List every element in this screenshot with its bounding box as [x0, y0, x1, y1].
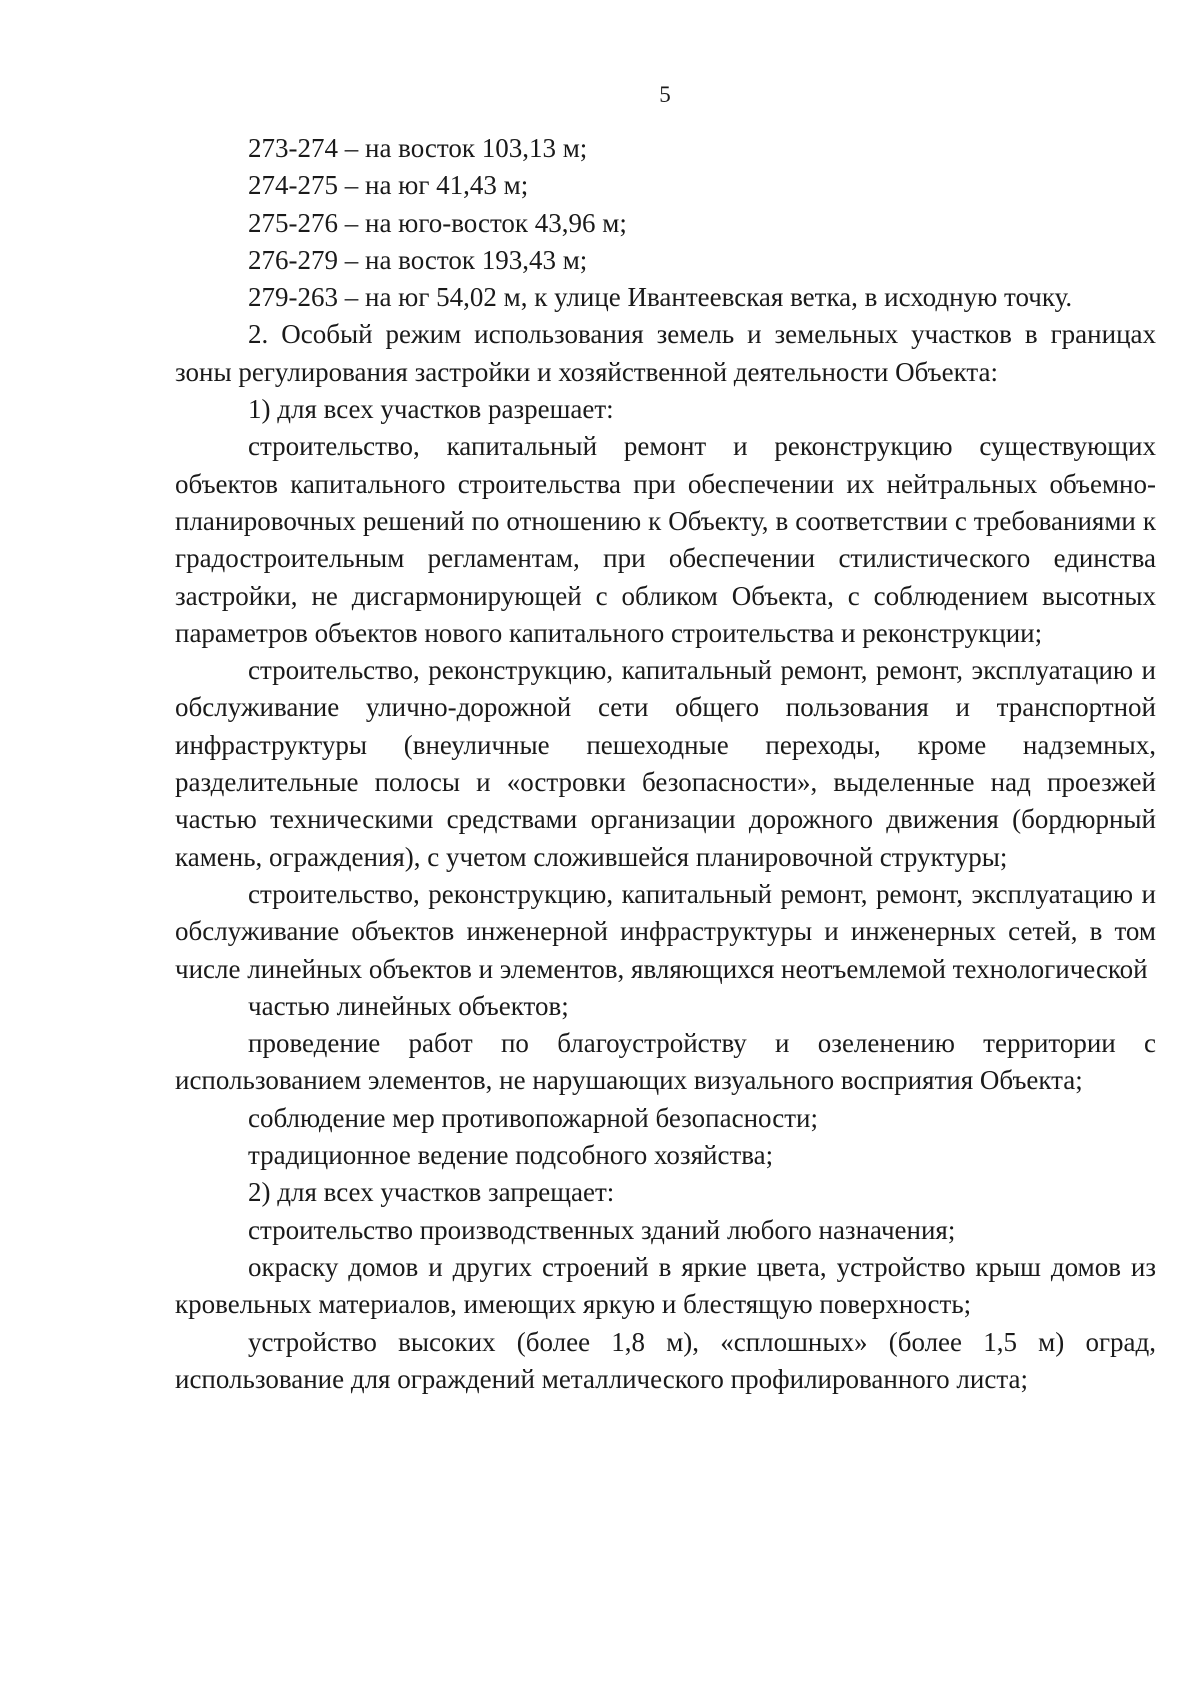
section-heading: 2. Особый режим использования земель и земельных участков в границах зоны регулирования застройки и хозяйственной деятельности Объекта:	[175, 319, 1156, 387]
boundary-line: 279-263 – на юг 54,02 м, к улице Ивантеевская ветка, в исходную точку.	[248, 282, 1073, 313]
boundary-line: 276-279 – на восток 193,43 м;	[248, 244, 588, 275]
document-body	[175, 130, 1156, 1398]
prohibited-heading: 2) для всех участков запрещает:	[248, 1177, 615, 1208]
allowed-item: соблюдение мер противопожарной безопасности;	[248, 1102, 818, 1133]
allowed-heading: 1) для всех участков разрешает:	[248, 394, 614, 425]
boundary-line: 273-274 – на восток 103,13 м;	[248, 133, 588, 163]
boundary-line: 275-276 – на юго-восток 43,96 м;	[248, 207, 627, 238]
allowed-item: строительство, реконструкцию, капитальный ремонт, ремонт, эксплуатацию и обслуживание объектов инженерной инфраструктуры и инженерных сетей, в том числе линейных объектов и элементов, являющихся неотъемлемой технологической	[175, 878, 1156, 984]
prohibited-item: строительство производственных зданий любого назначения;	[248, 1214, 956, 1245]
prohibited-item: окраску домов и других строений в яркие цвета, устройство крыш домов из кровельных материалов, имеющих яркую и блестящую поверхность;	[175, 1251, 1156, 1320]
page-number: 5	[659, 82, 671, 107]
boundary-line: 274-275 – на юг 41,43 м;	[248, 170, 529, 201]
allowed-item: проведение работ по благоустройству и озеленению территории с использованием элементов, не нарушающих визуального восприятия Объекта;	[175, 1028, 1156, 1096]
allowed-item: строительство, капитальный ремонт и реконструкцию существующих объектов капитального строительства при обеспечении их нейтральных объемно-планировочных решений по отношению к Объекту, в соответствии с требованиями к градостроительным регламентам, при обеспечении стилистического единства застройки, не дисгармонирующей с обликом Объекта, с соблюдением высотных параметров объектов нового капитального строительства и реконструкции;	[175, 431, 1156, 648]
prohibited-item: устройство высоких (более 1,8 м), «сплошных» (более 1,5 м) оград, использование для ограждений металлического профилированного листа;	[175, 1326, 1156, 1394]
allowed-item: строительство, реконструкцию, капитальный ремонт, ремонт, эксплуатацию и обслуживание улично-дорожной сети общего пользования и транспортной инфраструктуры (внеуличные пешеходные переходы, кроме надземных, разделительные полосы и «островки безопасности», выделенные над проезжей частью техническими средствами организации дорожного движения (бордюрный камень, ограждения), с учетом сложившейся планировочной структуры;	[175, 655, 1156, 872]
allowed-item: частью линейных объектов;	[248, 990, 569, 1021]
allowed-item: традиционное ведение подсобного хозяйства;	[248, 1140, 774, 1171]
